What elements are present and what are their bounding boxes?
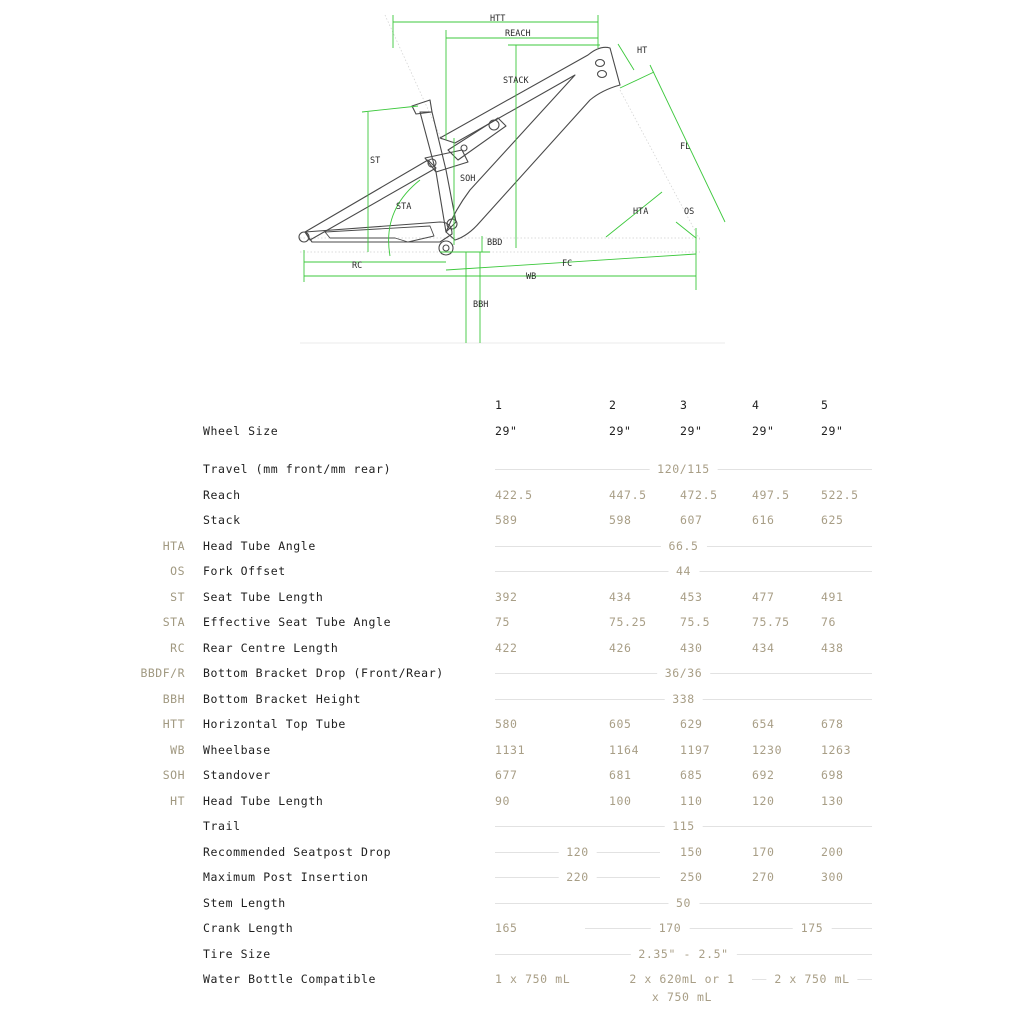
row-abbreviation: BBDF/R [140,666,185,680]
dim-label-bbd: BBD [487,238,503,248]
row-label: Rear Centre Length [203,640,339,655]
row-value: 698 [821,768,844,782]
row-value: 1131 [495,742,526,757]
size-header: 5 [821,398,829,412]
row-value: 453 [680,589,703,604]
span-value: 44 [668,564,699,578]
table-row [0,590,1020,610]
table-row [0,743,1020,763]
table-row [0,615,1020,635]
row-value: 1230 [752,742,783,757]
row-value: 605 [609,717,632,731]
row-label: Recommended Seatpost Drop [203,844,392,859]
row-value: 681 [609,768,632,782]
table-row [0,972,1020,1004]
table-row [0,921,1020,941]
row-label: Horizontal Top Tube [203,717,346,731]
row-value: 130 [821,793,844,808]
span-value: 175 [793,921,832,935]
row-value: 200 [821,844,844,859]
row-value: 2 x 620mL or 1 [629,972,735,986]
row-label: Standover [203,768,271,782]
span-value: 170 [651,921,690,935]
dim-label-soh: SOH [460,174,476,184]
dim-label-fl: FL [680,142,691,152]
row-abbreviation: RC [170,640,185,655]
row-label: Head Tube Angle [203,538,316,553]
row-value: 472.5 [680,487,718,502]
table-row [0,819,1020,839]
table-row [0,488,1020,508]
size-header: 1 [495,398,503,412]
bike-frame [299,47,620,255]
dim-label-bbh: BBH [473,300,489,310]
size-header: 4 [752,398,760,412]
row-value: 170 [752,844,775,859]
table-row [0,717,1020,737]
row-value: 607 [680,513,703,527]
row-value: 250 [680,870,703,884]
dim-label-stack: STACK [503,76,529,86]
row-abbreviation: HTA [162,538,185,553]
row-value: 75 [495,615,511,629]
row-value: 497.5 [752,487,790,502]
row-value: 580 [495,717,518,731]
dim-label-hta: HTA [633,207,649,217]
row-label: Crank Length [203,921,294,935]
dim-label-fc: FC [562,259,573,269]
row-value: 477 [752,589,775,604]
row-value: 300 [821,870,844,884]
size-header: 3 [680,398,688,412]
dim-label-st: ST [370,156,381,166]
row-value: 110 [680,793,703,808]
row-label: Maximum Post Insertion [203,870,369,884]
dimension-lines [304,15,725,343]
row-value: 29" [680,424,703,438]
row-label: Travel (mm front/mm rear) [203,462,392,476]
row-label: Reach [203,487,241,502]
row-label: Bottom Bracket Drop (Front/Rear) [203,666,444,680]
span-value: 120 [558,845,597,859]
row-value: 625 [821,513,844,527]
size-header-row [0,398,1020,418]
row-value: 685 [680,768,703,782]
table-row [0,896,1020,916]
row-value: 270 [752,870,775,884]
row-value: 654 [752,717,775,731]
row-label: Seat Tube Length [203,589,324,604]
dim-label-os: OS [684,207,695,217]
table-row [0,794,1020,814]
span-value: 220 [558,870,597,884]
table-row [0,564,1020,584]
row-value: 430 [680,640,703,655]
row-value: 75.25 [609,615,647,629]
dim-label-ht: HT [637,46,648,56]
span-value: 66.5 [660,539,706,553]
row-value: 422 [495,640,518,655]
table-row [0,692,1020,712]
row-value: 589 [495,513,518,527]
span-value: 50 [668,896,699,910]
row-value: 616 [752,513,775,527]
row-value: 598 [609,513,632,527]
row-value: 29" [495,424,518,438]
span-value: 36/36 [657,666,711,680]
table-row [0,462,1020,482]
row-value: 29" [752,424,775,438]
table-row [0,870,1020,890]
row-label: Fork Offset [203,564,286,578]
row-value: 1164 [609,742,640,757]
table-row [0,641,1020,661]
row-value: 76 [821,615,837,629]
row-abbreviation: OS [170,564,185,578]
row-value: 29" [821,424,844,438]
dim-label-reach: REACH [505,29,531,39]
row-abbreviation: BBH [162,691,185,706]
row-value: 434 [752,640,775,655]
row-value: 165 [495,921,518,935]
row-abbreviation: WB [170,742,185,757]
span-value: 2 x 750 mL [766,972,857,986]
row-value: 1263 [821,742,852,757]
row-label: Stem Length [203,895,286,910]
row-abbreviation: HTT [162,717,185,731]
row-value: 491 [821,589,844,604]
row-value: 150 [680,844,703,859]
row-value: 438 [821,640,844,655]
row-value: 522.5 [821,487,859,502]
table-row [0,845,1020,865]
size-header: 2 [609,398,617,412]
row-abbreviation: STA [162,615,185,629]
dim-label-rc: RC [352,261,363,271]
row-label: Tire Size [203,946,271,961]
geometry-table [0,390,1020,1020]
dim-label-htt: HTT [490,14,506,24]
span-value: 120/115 [649,462,718,476]
row-value: 120 [752,793,775,808]
row-label: Stack [203,513,241,527]
row-value: 75.75 [752,615,790,629]
row-value: 1 x 750 mL [495,972,571,986]
span-value: 338 [664,692,703,706]
row-value: 75.5 [680,615,711,629]
row-value: 422.5 [495,487,533,502]
table-row [0,768,1020,788]
table-row [0,513,1020,533]
span-value: 2.35" - 2.5" [630,947,736,961]
row-value: 100 [609,793,632,808]
table-row [0,666,1020,686]
dim-label-wb: WB [526,272,537,282]
row-label: Head Tube Length [203,793,324,808]
row-value: 29" [609,424,632,438]
row-value: 1197 [680,742,711,757]
row-value: 447.5 [609,487,647,502]
table-row [0,539,1020,559]
row-label: Effective Seat Tube Angle [203,615,392,629]
row-value: 426 [609,640,632,655]
dim-label-sta: STA [396,202,412,212]
row-value: 392 [495,589,518,604]
table-row [0,424,1020,444]
row-value: 678 [821,717,844,731]
span-value: 115 [664,819,703,833]
row-value: 692 [752,768,775,782]
row-label: Trail [203,819,241,833]
row-value: 434 [609,589,632,604]
row-value: 677 [495,768,518,782]
row-value-continued: x 750 mL [651,990,713,1004]
row-abbreviation: SOH [162,768,185,782]
row-label: Wheel Size [203,424,279,438]
table-row [0,947,1020,967]
geometry-diagram [0,0,1020,380]
row-value: 90 [495,793,511,808]
row-abbreviation: ST [170,589,185,604]
row-label: Wheelbase [203,742,271,757]
row-value: 629 [680,717,703,731]
row-abbreviation: HT [170,793,185,808]
row-label: Water Bottle Compatible [203,972,377,986]
row-label: Bottom Bracket Height [203,691,361,706]
